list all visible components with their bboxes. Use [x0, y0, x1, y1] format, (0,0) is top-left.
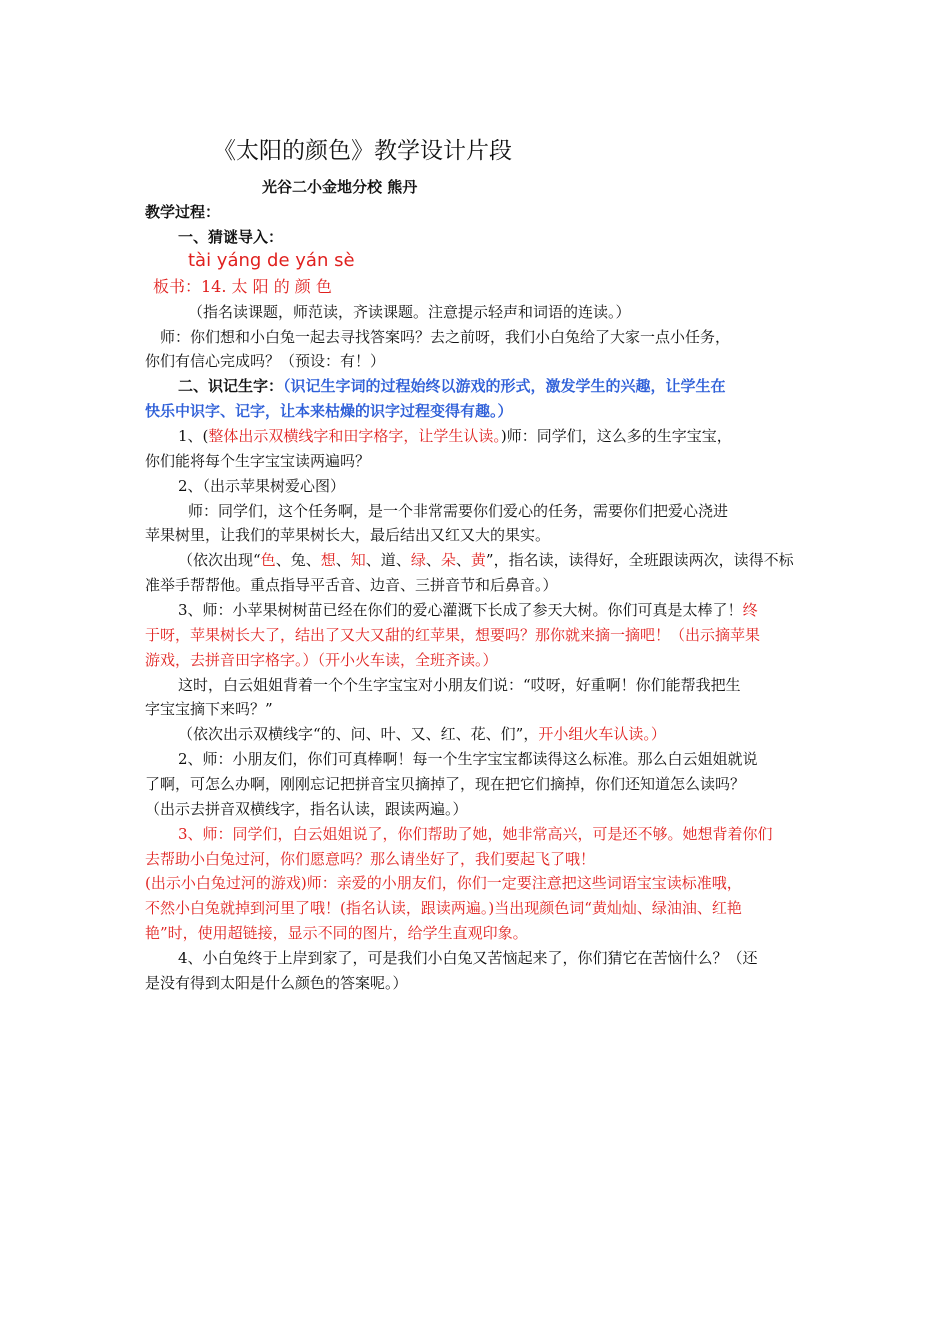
para-6-line-3: (出示小白兔过河的游戏)师：亲爱的小朋友们，你们一定要注意把这些词语宝宝读标准哦，	[145, 874, 742, 892]
para-5-line-3: （出示去拼音双横线字，指名认读，跟读两遍。）	[145, 800, 468, 818]
section-2-line-1	[178, 375, 848, 397]
para-3-line-1-red: 终	[742, 601, 758, 619]
board-writing: 板书：14. 太 阳 的 颜 色	[153, 277, 332, 296]
new-character: 朵	[440, 551, 456, 569]
para-2-line-3-prefix: （依次出现“	[178, 551, 261, 569]
character-separator: 、	[305, 551, 321, 569]
character-separator: 、	[275, 551, 291, 569]
para-2-line-2: 苹果树里，让我们的苹果树长大，最后结出又红又大的果实。	[145, 526, 551, 544]
section-1-heading: 一、猜谜导入：	[178, 228, 284, 246]
new-character: 绿	[410, 551, 426, 569]
para-3-line-2: 于呀，苹果树长大了，结出了又大又甜的红苹果，想要吗？那你就来摘一摘吧！（出示摘苹果	[145, 626, 761, 644]
para-1-line-2: 你们能将每个生字宝宝读两遍吗？	[145, 452, 371, 470]
teacher-question-line-2: 你们有信心完成吗？（预设：有！）	[145, 352, 386, 370]
para-3-line-3: 游戏，去拼音田字格字。）（开小火车读，全班齐读。）	[145, 651, 498, 669]
para-2-line-4: 准举手帮帮他。重点指导平舌音、边音、三拼音节和后鼻音。）	[145, 576, 558, 594]
teacher-question-line-1: 师：你们想和小白兔一起去寻找答案吗？去之前呀，我们小白兔给了大家一点小任务，	[160, 328, 731, 346]
new-character: 色	[260, 551, 276, 569]
para-3-line-1	[178, 599, 848, 621]
section-2-note-b: 快乐中识字、记字，让本来枯燥的识字过程变得有趣。）	[145, 402, 513, 420]
new-character: 想	[320, 551, 336, 569]
para-1-red-text: 整体出示双横线字和田字格字，让学生认读。	[208, 427, 501, 445]
para-4-line-3-text: （依次出示双横线字“的、问、叶、又、红、花、们”，	[178, 725, 539, 743]
pinyin-line: tài yáng de yán sè	[188, 250, 355, 271]
para-6-line-2: 去帮助小白兔过河，你们愿意吗？那么请坐好了，我们要起飞了哦！	[145, 850, 596, 868]
para-4-line-2: 字宝宝摘下来吗？”	[145, 700, 273, 718]
doc-title: 《太阳的颜色》教学设计片段	[213, 138, 512, 164]
character-separator: 、	[455, 551, 471, 569]
para-4-line-1: 这时，白云姐姐背着一个个生字宝宝对小朋友们说：“哎呀，好重啊！你们能帮我把生	[178, 676, 741, 694]
para-6-line-4: 不然小白兔就掉到河里了哦！(指名认读，跟读两遍。)当出现颜色词“黄灿灿、绿油油、红艳	[145, 899, 742, 917]
para-2-line-3	[178, 549, 848, 571]
para-6-line-5: 艳”时，使用超链接，显示不同的图片，给学生直观印象。	[145, 924, 528, 942]
new-character: 知	[350, 551, 366, 569]
para-1-line-1	[178, 425, 848, 447]
process-heading: 教学过程：	[145, 203, 221, 221]
character-separator: 、	[395, 551, 411, 569]
para-7-line-2: 是没有得到太阳是什么颜色的答案呢。）	[145, 974, 408, 992]
section-2-note-a: （识记生字词的过程始终以游戏的形式，激发学生的兴趣，让学生在	[283, 377, 726, 395]
para-5-line-1: 2、师：小朋友们，你们可真棒啊！每一个生字宝宝都读得这么标准。那么白云姐姐就说	[178, 750, 758, 768]
para-6-line-1: 3、师：同学们，白云姐姐说了，你们帮助了她，她非常高兴，可是还不够。她想背着你们	[178, 825, 773, 843]
para-4-line-3	[178, 723, 848, 745]
para-2-line-1: 师：同学们，这个任务啊，是一个非常需要你们爱心的任务，需要你们把爱心浇进	[188, 502, 729, 520]
para-1-suffix: )师：同学们，这么多的生字宝宝，	[500, 427, 732, 445]
para-3-line-1-text: 3、师：小苹果树树苗已经在你们的爱心灌溉下长成了参天大树。你们可真是太棒了！	[178, 601, 743, 619]
new-characters-list	[261, 551, 486, 569]
new-character: 兔	[290, 551, 306, 569]
para-4-line-3-red: 开小组火车认读。）	[538, 725, 666, 743]
new-character: 黄	[470, 551, 486, 569]
character-separator: 、	[365, 551, 381, 569]
character-separator: 、	[425, 551, 441, 569]
para-7-line-1: 4、小白兔终于上岸到家了，可是我们小白兔又苦恼起来了，你们猜它在苦恼什么？（还	[178, 949, 758, 967]
para-1-prefix: 1、(	[178, 427, 209, 445]
para-2-heading: 2、（出示苹果树爱心图）	[178, 477, 346, 495]
section-2-heading: 二、识记生字：	[178, 377, 284, 395]
para-2-line-3-suffix: ”，指名读，读得好，全班跟读两次，读得不标	[485, 551, 794, 569]
doc-author: 光谷二小金地分校 熊丹	[262, 178, 418, 196]
para-5-line-2: 了啊，可怎么办啊，刚刚忘记把拼音宝贝摘掉了，现在把它们摘掉，你们还知道怎么读吗？	[145, 775, 746, 793]
read-title-line: （指名读课题，师范读，齐读课题。注意提示轻声和词语的连读。）	[188, 303, 631, 321]
new-character: 道	[380, 551, 396, 569]
character-separator: 、	[335, 551, 351, 569]
